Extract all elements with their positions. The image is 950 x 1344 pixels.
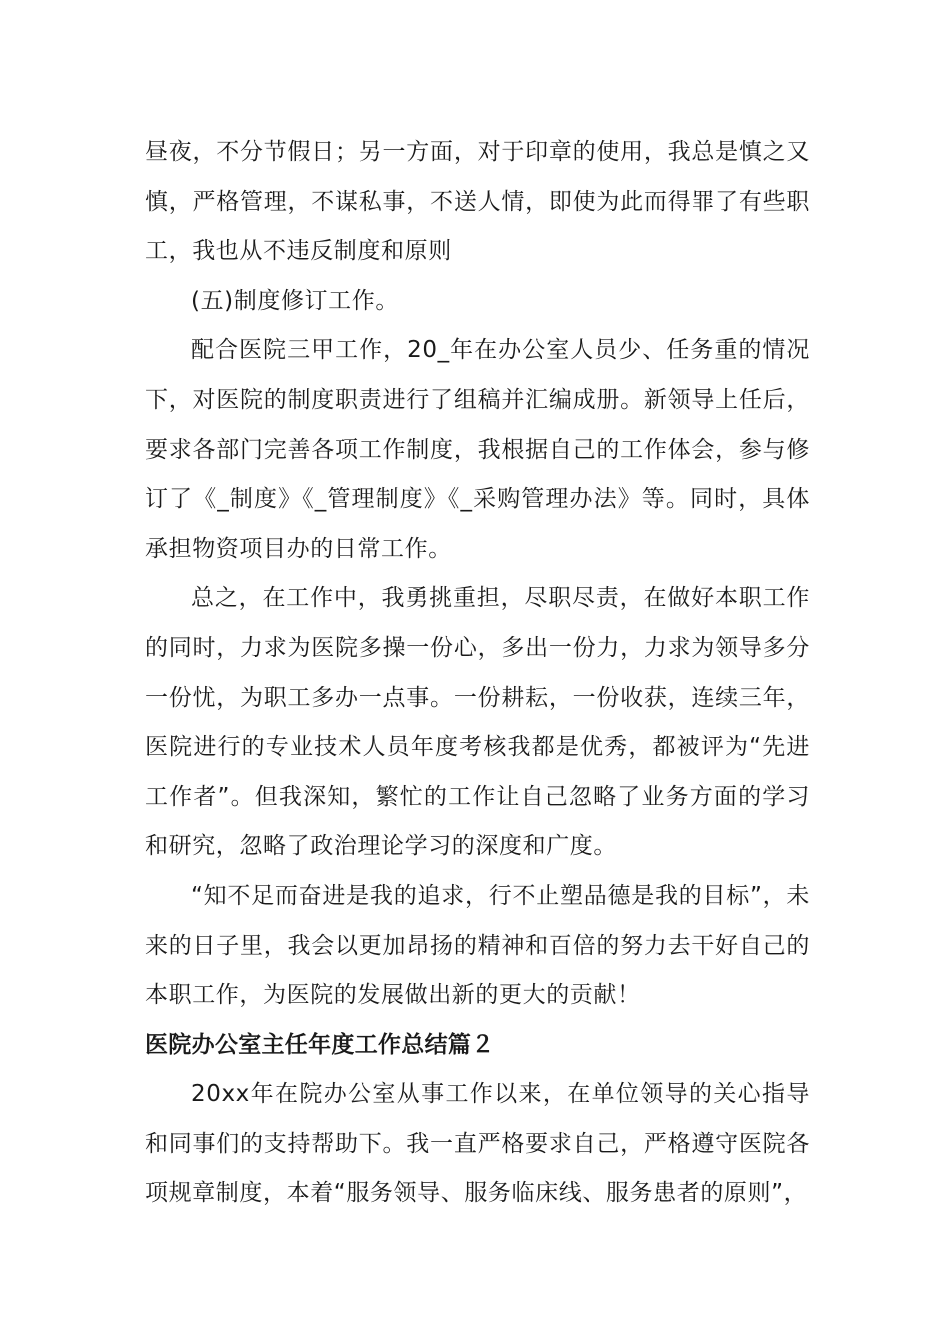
section-heading: 医院办公室主任年度工作总结篇２ xyxy=(145,1031,495,1058)
paragraph-continuation: 昼夜，不分节假日；另一方面，对于印章的使用，我总是慎之又慎，严格管理，不谋私事，不送人情，即使为此而得罪了有些职工，我也从不违反制度和原则 xyxy=(145,139,810,265)
paragraph-closing-quote: “知不足而奋进是我的追求，行不止塑品德是我的目标”，未来的日子里，我会以更加昂扬的精神和百倍的努力去干好自己的本职工作，为医院的发展做出新的更大的贡献！ xyxy=(145,882,810,1009)
paragraph-section-two-intro: 20xx年在院办公室从事工作以来，在单位领导的关心指导和同事们的支持帮助下。我一直严格要求自己，严格遵守医院各项规章制度，本着“服务领导、服务临床线、服务患者的原则”， xyxy=(145,1081,810,1207)
paragraph-regulation-revision: 配合医院三甲工作，20_年在办公室人员少、任务重的情况下，对医院的制度职责进行了组稿并汇编成册。新领导上任后，要求各部门完善各项工作制度，我根据自己的工作体会，参与修订了《_制度》《_管理制度》《_采购管理办法》等。同时，具体承担物资项目办的日常工作。 xyxy=(145,337,810,562)
document-body xyxy=(145,128,810,1219)
paragraph-section-five-title: (五)制度修订工作。 xyxy=(191,287,399,314)
paragraph-summary: 总之，在工作中，我勇挑重担，尽职尽责，在做好本职工作的同时，力求为医院多操一份心，多出一份力，力求为领导多分一份忧，为职工多办一点事。一份耕耘，一份收获，连续三年，医院进行的专业技术人员年度考核我都是优秀，都被评为“先进工作者”。但我深知，繁忙的工作让自己忽略了业务方面的学习和研究，忽略了政治理论学习的深度和广度。 xyxy=(145,585,810,860)
